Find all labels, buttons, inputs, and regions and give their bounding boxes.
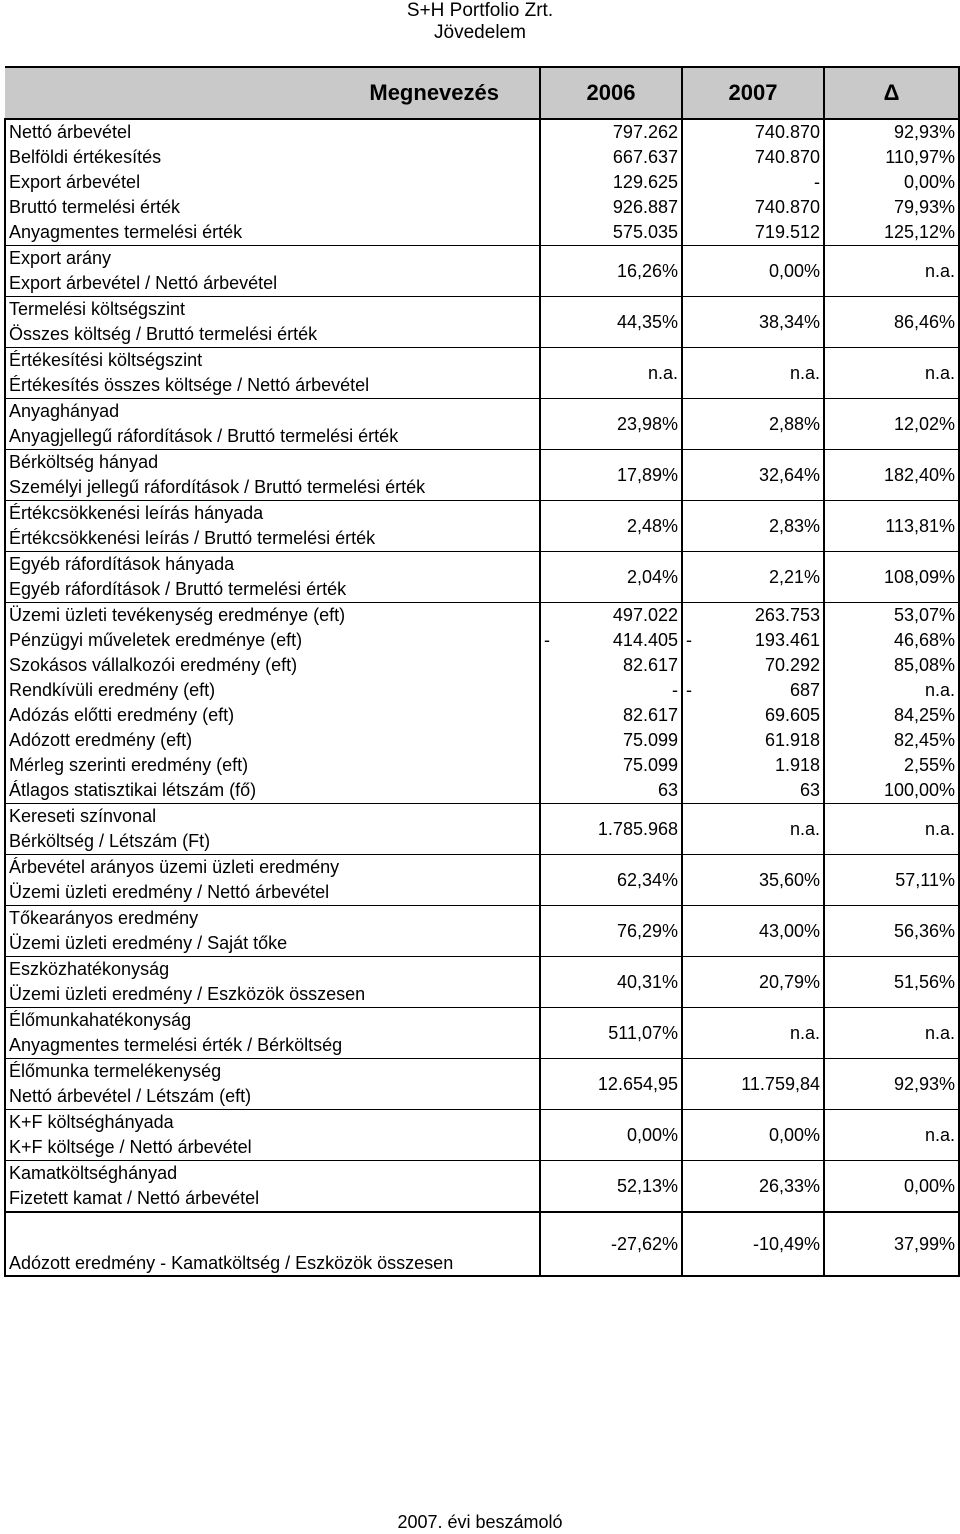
value-2007 [682, 753, 824, 778]
ratio-label [5, 450, 540, 501]
table-row [5, 753, 959, 778]
value-text: - [672, 680, 678, 700]
value-delta: 182,40% [824, 450, 959, 501]
ratio-row [5, 906, 959, 957]
col-header-2007: 2007 [682, 67, 824, 119]
ratio-name: Tőkearányos eredmény [9, 908, 199, 928]
ratio-formula: Anyagjellegű ráfordítások / Bruttó termelési érték [9, 426, 399, 446]
value-2006: 0,00% [540, 1110, 682, 1161]
value-2006 [540, 170, 682, 195]
value-delta: 46,68% [824, 628, 959, 653]
ratio-name: Kereseti színvonal [9, 806, 157, 826]
row-label: Szokásos vállalkozói eredmény (eft) [5, 653, 540, 678]
value-delta: n.a. [824, 1008, 959, 1059]
value-2007: -10,49% [682, 1212, 824, 1276]
table-row [5, 678, 959, 703]
value-text: 75.099 [622, 755, 678, 775]
value-text: 414.405 [612, 630, 678, 650]
value-delta: 2,55% [824, 753, 959, 778]
table-row [5, 628, 959, 653]
value-text: 719.512 [754, 222, 820, 242]
ratio-name: Eszközhatékonyság [9, 959, 170, 979]
value-text: 740.870 [754, 197, 820, 217]
value-2007: 26,33% [682, 1161, 824, 1213]
value-delta: 92,93% [824, 119, 959, 145]
value-2006 [540, 703, 682, 728]
value-2006: -27,62% [540, 1212, 682, 1276]
ratio-name: Élőmunka termelékenység [9, 1061, 222, 1081]
ratio-label [5, 552, 540, 603]
ratio-row [5, 399, 959, 450]
value-delta: 0,00% [824, 1161, 959, 1213]
value-delta: 37,99% [824, 1212, 959, 1276]
value-delta: 125,12% [824, 220, 959, 246]
value-2006: 2,04% [540, 552, 682, 603]
value-delta: 110,97% [824, 145, 959, 170]
ratio-label [5, 1161, 540, 1213]
value-delta: 57,11% [824, 855, 959, 906]
ratio-name: Kamatköltséghányad [9, 1163, 178, 1183]
value-text: 797.262 [612, 122, 678, 142]
ratio-row [5, 1110, 959, 1161]
value-text: 740.870 [754, 122, 820, 142]
value-text: 193.461 [754, 630, 820, 650]
ratio-formula: Üzemi üzleti eredmény / Saját tőke [9, 933, 288, 953]
ratio-formula: Értékcsökkenési leírás / Bruttó termelési érték [9, 528, 376, 548]
value-2006: 12.654,95 [540, 1059, 682, 1110]
negative-sign: - [686, 630, 692, 650]
value-delta: n.a. [824, 246, 959, 297]
value-2006: 511,07% [540, 1008, 682, 1059]
value-2006 [540, 119, 682, 145]
ratio-formula: Egyéb ráfordítások / Bruttó termelési érték [9, 579, 347, 599]
value-2007 [682, 728, 824, 753]
ratio-formula: Anyagmentes termelési érték / Bérköltség [9, 1035, 343, 1055]
ratio-row [5, 552, 959, 603]
row-label: Adózás előtti eredmény (eft) [5, 703, 540, 728]
value-text: 61.918 [764, 730, 820, 750]
value-2007 [682, 603, 824, 629]
row-label: Átlagos statisztikai létszám (fő) [5, 778, 540, 804]
value-text: 70.292 [764, 655, 820, 675]
row-label: Mérleg szerinti eredmény (eft) [5, 753, 540, 778]
value-2007: 32,64% [682, 450, 824, 501]
summary-row [5, 1212, 959, 1276]
value-2007 [682, 653, 824, 678]
row-label: Export árbevétel [5, 170, 540, 195]
ratio-row [5, 246, 959, 297]
row-label: Üzemi üzleti tevékenység eredménye (eft) [5, 603, 540, 629]
value-2006: 76,29% [540, 906, 682, 957]
ratio-name: Export arány [9, 248, 112, 268]
value-2006 [540, 195, 682, 220]
table-row [5, 653, 959, 678]
value-2006: 1.785.968 [540, 804, 682, 855]
value-delta: 108,09% [824, 552, 959, 603]
row-label: Pénzügyi műveletek eredménye (eft) [5, 628, 540, 653]
value-2007 [682, 628, 824, 653]
value-delta: n.a. [824, 1110, 959, 1161]
ratio-label [5, 1110, 540, 1161]
value-delta: 85,08% [824, 653, 959, 678]
negative-sign: - [544, 630, 550, 650]
ratio-formula: Nettó árbevétel / Létszám (eft) [9, 1086, 252, 1106]
ratio-row [5, 957, 959, 1008]
ratio-label [5, 804, 540, 855]
col-header-delta: Δ [824, 67, 959, 119]
value-2006: 62,34% [540, 855, 682, 906]
value-text: 63 [799, 780, 820, 800]
value-text: - [814, 172, 820, 192]
ratio-row [5, 1161, 959, 1213]
row-label: Belföldi értékesítés [5, 145, 540, 170]
value-delta: 79,93% [824, 195, 959, 220]
value-2006 [540, 653, 682, 678]
row-label: Bruttó termelési érték [5, 195, 540, 220]
value-2007: 11.759,84 [682, 1059, 824, 1110]
ratio-name: Élőmunkahatékonyság [9, 1010, 192, 1030]
value-text: 263.753 [754, 605, 820, 625]
value-text: 63 [657, 780, 678, 800]
value-text: 75.099 [622, 730, 678, 750]
value-2007: 2,83% [682, 501, 824, 552]
ratio-row [5, 348, 959, 399]
ratio-label [5, 246, 540, 297]
value-2007: n.a. [682, 1008, 824, 1059]
value-2007 [682, 678, 824, 703]
table-row [5, 703, 959, 728]
value-2006: 2,48% [540, 501, 682, 552]
value-delta: 12,02% [824, 399, 959, 450]
value-text: 926.887 [612, 197, 678, 217]
value-2006 [540, 778, 682, 804]
ratio-row [5, 804, 959, 855]
ratio-row [5, 297, 959, 348]
value-2006 [540, 145, 682, 170]
row-label: Adózott eredmény (eft) [5, 728, 540, 753]
value-text: 740.870 [754, 147, 820, 167]
value-2007: 38,34% [682, 297, 824, 348]
value-2007: 0,00% [682, 1110, 824, 1161]
ratio-name: Anyaghányad [9, 401, 120, 421]
col-header-2006: 2006 [540, 67, 682, 119]
value-2007 [682, 220, 824, 246]
value-2007: n.a. [682, 348, 824, 399]
value-2006: 16,26% [540, 246, 682, 297]
value-2006 [540, 753, 682, 778]
value-2007: 43,00% [682, 906, 824, 957]
value-2006 [540, 678, 682, 703]
value-2007: n.a. [682, 804, 824, 855]
ratio-row [5, 855, 959, 906]
value-2007 [682, 195, 824, 220]
ratio-label [5, 957, 540, 1008]
ratio-label [5, 1059, 540, 1110]
ratio-formula: K+F költsége / Nettó árbevétel [9, 1137, 252, 1157]
table-row [5, 195, 959, 220]
ratio-formula: Bérköltség / Létszám (Ft) [9, 831, 211, 851]
ratio-label [5, 297, 540, 348]
table-row [5, 728, 959, 753]
value-2006 [540, 220, 682, 246]
value-2007: 20,79% [682, 957, 824, 1008]
ratio-label [5, 348, 540, 399]
value-delta: 82,45% [824, 728, 959, 753]
ratio-label [5, 1008, 540, 1059]
report-subtitle: Jövedelem [434, 22, 526, 43]
value-text: 82.617 [622, 655, 678, 675]
ratio-name: Egyéb ráfordítások hányada [9, 554, 235, 574]
ratio-label [5, 501, 540, 552]
ratio-name: Termelési költségszint [9, 299, 186, 319]
value-2007: 2,21% [682, 552, 824, 603]
value-text: 82.617 [622, 705, 678, 725]
ratio-name: Értékesítési költségszint [9, 350, 203, 370]
value-text: 667.637 [612, 147, 678, 167]
value-text: 129.625 [612, 172, 678, 192]
value-delta: n.a. [824, 678, 959, 703]
ratio-row [5, 501, 959, 552]
value-2007 [682, 119, 824, 145]
ratio-formula: Személyi jellegű ráfordítások / Bruttó termelési érték [9, 477, 426, 497]
table-row [5, 145, 959, 170]
value-2006: n.a. [540, 348, 682, 399]
value-2006: 52,13% [540, 1161, 682, 1213]
value-text: 69.605 [764, 705, 820, 725]
ratio-row [5, 1059, 959, 1110]
report-footer: 2007. évi beszámoló [397, 1512, 563, 1532]
value-delta: 92,93% [824, 1059, 959, 1110]
value-delta: n.a. [824, 804, 959, 855]
negative-sign: - [686, 680, 692, 700]
value-2007: 0,00% [682, 246, 824, 297]
value-text: 1.918 [774, 755, 820, 775]
ratio-row [5, 1008, 959, 1059]
ratio-label [5, 399, 540, 450]
ratio-row [5, 450, 959, 501]
row-label: Nettó árbevétel [5, 119, 540, 145]
value-delta: 53,07% [824, 603, 959, 629]
row-label: Rendkívüli eredmény (eft) [5, 678, 540, 703]
value-delta: 0,00% [824, 170, 959, 195]
value-2006 [540, 603, 682, 629]
table-row [5, 603, 959, 629]
row-label: Anyagmentes termelési érték [5, 220, 540, 246]
table-row [5, 170, 959, 195]
value-delta: 100,00% [824, 778, 959, 804]
value-delta: 86,46% [824, 297, 959, 348]
row-label: Adózott eredmény - Kamatköltség / Eszközök összesen [5, 1212, 540, 1276]
company-name: S+H Portfolio Zrt. [406, 0, 554, 21]
ratio-formula: Értékesítés összes költsége / Nettó árbevétel [9, 375, 370, 395]
value-text: 497.022 [612, 605, 678, 625]
value-2007 [682, 703, 824, 728]
ratio-formula: Üzemi üzleti eredmény / Eszközök összesen [9, 984, 366, 1004]
ratio-formula: Összes költség / Bruttó termelési érték [9, 324, 318, 344]
value-2007 [682, 145, 824, 170]
value-2006: 40,31% [540, 957, 682, 1008]
ratio-formula: Üzemi üzleti eredmény / Nettó árbevétel [9, 882, 330, 902]
value-delta: 56,36% [824, 906, 959, 957]
table-row [5, 778, 959, 804]
ratio-name: Bérköltség hányad [9, 452, 159, 472]
ratio-label [5, 855, 540, 906]
value-text: 575.035 [612, 222, 678, 242]
value-text: 687 [789, 680, 820, 700]
col-header-name: Megnevezés [5, 67, 540, 119]
ratio-name: Árbevétel arányos üzemi üzleti eredmény [9, 857, 340, 877]
table-row [5, 119, 959, 145]
ratio-name: K+F költséghányada [9, 1112, 174, 1132]
header-row [5, 67, 959, 119]
value-delta: n.a. [824, 348, 959, 399]
ratio-formula: Export árbevétel / Nettó árbevétel [9, 273, 278, 293]
value-2006 [540, 728, 682, 753]
value-2007: 35,60% [682, 855, 824, 906]
table-row [5, 220, 959, 246]
ratio-formula: Fizetett kamat / Nettó árbevétel [9, 1188, 260, 1208]
value-delta: 84,25% [824, 703, 959, 728]
income-table [4, 66, 960, 1277]
value-delta: 51,56% [824, 957, 959, 1008]
value-delta: 113,81% [824, 501, 959, 552]
ratio-label [5, 906, 540, 957]
value-2007 [682, 778, 824, 804]
value-2007 [682, 170, 824, 195]
value-2007: 2,88% [682, 399, 824, 450]
value-2006: 23,98% [540, 399, 682, 450]
value-2006 [540, 628, 682, 653]
ratio-name: Értékcsökkenési leírás hányada [9, 503, 264, 523]
value-2006: 44,35% [540, 297, 682, 348]
value-2006: 17,89% [540, 450, 682, 501]
